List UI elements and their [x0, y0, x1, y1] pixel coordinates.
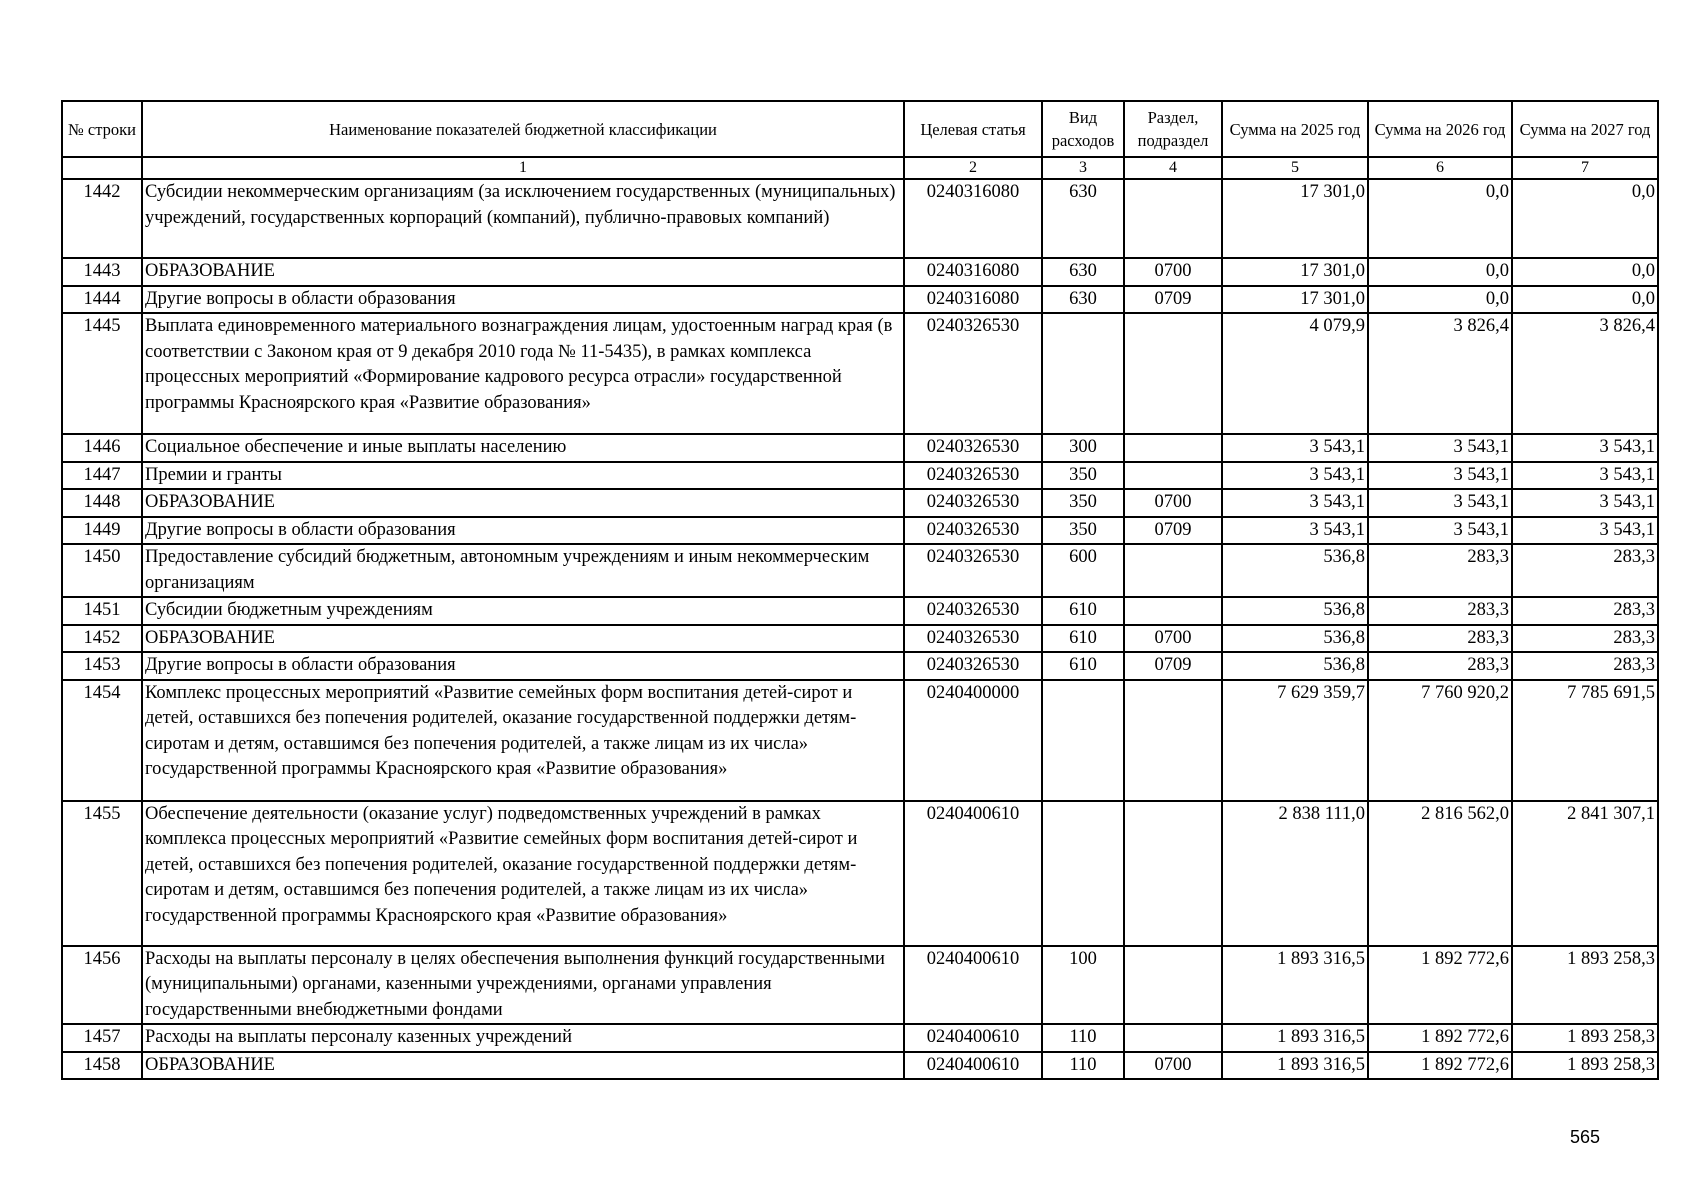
row-sum-2025: 536,8 — [1222, 597, 1368, 625]
row-sum-2027: 3 826,4 — [1512, 313, 1658, 434]
row-section: 0709 — [1124, 517, 1222, 545]
row-number: 1446 — [62, 434, 142, 462]
row-name: Другие вопросы в области образования — [142, 652, 904, 680]
row-name: Обеспечение деятельности (оказание услуг) подведомственных учреждений в рамках комплекса процессных мероприятий «Развитие семейных форм воспитания детей-сирот и детей, оставшихся без попечения родителей, оказание государственной поддержки детям-сиротам и детям, оставшимся без попечения родителей, а также лицам из их числа» государственной программы Красноярского края «Развитие образования» — [142, 801, 904, 946]
row-target-article: 0240400610 — [904, 946, 1042, 1025]
row-sum-2026: 0,0 — [1368, 179, 1512, 258]
row-section — [1124, 313, 1222, 434]
table-row — [62, 434, 1658, 462]
row-sum-2025: 536,8 — [1222, 652, 1368, 680]
table-header-row — [62, 101, 1658, 157]
row-sum-2025: 536,8 — [1222, 544, 1368, 597]
row-expense-type: 100 — [1042, 946, 1124, 1025]
row-number: 1443 — [62, 258, 142, 286]
row-section — [1124, 179, 1222, 258]
row-name: Комплекс процессных мероприятий «Развитие семейных форм воспитания детей-сирот и детей, оставшихся без попечения родителей, оказание государственной поддержки детям-сиротам и детям, оставшимся без попечения родителей, а также лицам из их числа» государственной программы Красноярского края «Развитие образования» — [142, 680, 904, 801]
column-number: 6 — [1368, 157, 1512, 179]
row-section: 0700 — [1124, 1052, 1222, 1080]
row-number: 1453 — [62, 652, 142, 680]
row-expense-type: 610 — [1042, 652, 1124, 680]
row-sum-2027: 283,3 — [1512, 597, 1658, 625]
row-name: ОБРАЗОВАНИЕ — [142, 1052, 904, 1080]
row-expense-type: 630 — [1042, 286, 1124, 314]
row-sum-2027: 3 543,1 — [1512, 462, 1658, 490]
row-target-article: 0240326530 — [904, 462, 1042, 490]
row-expense-type: 300 — [1042, 434, 1124, 462]
table-row — [62, 517, 1658, 545]
row-sum-2026: 3 543,1 — [1368, 489, 1512, 517]
row-number: 1444 — [62, 286, 142, 314]
row-expense-type: 350 — [1042, 489, 1124, 517]
row-sum-2027: 283,3 — [1512, 652, 1658, 680]
row-target-article: 0240326530 — [904, 652, 1042, 680]
row-sum-2027: 0,0 — [1512, 179, 1658, 258]
table-row — [62, 1024, 1658, 1052]
row-name: ОБРАЗОВАНИЕ — [142, 489, 904, 517]
row-target-article: 0240326530 — [904, 544, 1042, 597]
table-row — [62, 313, 1658, 434]
row-name: ОБРАЗОВАНИЕ — [142, 258, 904, 286]
row-sum-2025: 3 543,1 — [1222, 489, 1368, 517]
header-section: Раздел, подраздел — [1124, 101, 1222, 157]
row-expense-type: 110 — [1042, 1052, 1124, 1080]
table-row — [62, 801, 1658, 946]
row-number: 1455 — [62, 801, 142, 946]
header-sum-2027: Сумма на 2027 год — [1512, 101, 1658, 157]
row-sum-2027: 1 893 258,3 — [1512, 946, 1658, 1025]
header-sum-2026: Сумма на 2026 год — [1368, 101, 1512, 157]
table-row — [62, 652, 1658, 680]
row-sum-2025: 4 079,9 — [1222, 313, 1368, 434]
row-number: 1457 — [62, 1024, 142, 1052]
row-number: 1454 — [62, 680, 142, 801]
row-number: 1449 — [62, 517, 142, 545]
header-row-no: № строки — [62, 101, 142, 157]
row-section — [1124, 434, 1222, 462]
row-sum-2025: 1 893 316,5 — [1222, 1024, 1368, 1052]
row-sum-2027: 3 543,1 — [1512, 434, 1658, 462]
row-sum-2025: 17 301,0 — [1222, 179, 1368, 258]
table-row — [62, 179, 1658, 258]
table-row — [62, 544, 1658, 597]
row-section — [1124, 1024, 1222, 1052]
row-target-article: 0240326530 — [904, 489, 1042, 517]
row-target-article: 0240400610 — [904, 1024, 1042, 1052]
row-section — [1124, 946, 1222, 1025]
row-target-article: 0240316080 — [904, 179, 1042, 258]
row-name: Социальное обеспечение и иные выплаты населению — [142, 434, 904, 462]
row-number: 1447 — [62, 462, 142, 490]
row-sum-2026: 283,3 — [1368, 597, 1512, 625]
row-expense-type: 630 — [1042, 179, 1124, 258]
row-sum-2026: 0,0 — [1368, 286, 1512, 314]
table-row — [62, 597, 1658, 625]
row-sum-2027: 1 893 258,3 — [1512, 1052, 1658, 1080]
row-sum-2026: 3 543,1 — [1368, 462, 1512, 490]
row-number: 1458 — [62, 1052, 142, 1080]
row-expense-type: 610 — [1042, 597, 1124, 625]
row-target-article: 0240326530 — [904, 597, 1042, 625]
table-row — [62, 625, 1658, 653]
row-expense-type: 350 — [1042, 462, 1124, 490]
row-expense-type: 350 — [1042, 517, 1124, 545]
row-target-article: 0240400610 — [904, 1052, 1042, 1080]
table-row — [62, 1052, 1658, 1080]
row-sum-2027: 3 543,1 — [1512, 517, 1658, 545]
row-sum-2025: 17 301,0 — [1222, 286, 1368, 314]
column-number: 2 — [904, 157, 1042, 179]
row-sum-2026: 0,0 — [1368, 258, 1512, 286]
column-number: 5 — [1222, 157, 1368, 179]
row-sum-2025: 3 543,1 — [1222, 517, 1368, 545]
row-expense-type — [1042, 680, 1124, 801]
row-number: 1445 — [62, 313, 142, 434]
row-sum-2027: 1 893 258,3 — [1512, 1024, 1658, 1052]
row-sum-2025: 1 893 316,5 — [1222, 1052, 1368, 1080]
column-number: 3 — [1042, 157, 1124, 179]
table-row — [62, 946, 1658, 1025]
row-target-article: 0240326530 — [904, 517, 1042, 545]
row-expense-type: 630 — [1042, 258, 1124, 286]
row-expense-type: 600 — [1042, 544, 1124, 597]
row-target-article: 0240326530 — [904, 313, 1042, 434]
row-number: 1456 — [62, 946, 142, 1025]
row-sum-2026: 3 543,1 — [1368, 517, 1512, 545]
row-name: Другие вопросы в области образования — [142, 517, 904, 545]
row-sum-2025: 2 838 111,0 — [1222, 801, 1368, 946]
row-sum-2025: 536,8 — [1222, 625, 1368, 653]
row-sum-2027: 283,3 — [1512, 544, 1658, 597]
header-target: Целевая статья — [904, 101, 1042, 157]
row-name: Другие вопросы в области образования — [142, 286, 904, 314]
row-sum-2026: 1 892 772,6 — [1368, 946, 1512, 1025]
row-sum-2026: 2 816 562,0 — [1368, 801, 1512, 946]
column-number-row — [62, 157, 1658, 179]
column-number: 4 — [1124, 157, 1222, 179]
row-sum-2026: 1 892 772,6 — [1368, 1024, 1512, 1052]
row-sum-2027: 2 841 307,1 — [1512, 801, 1658, 946]
row-expense-type — [1042, 313, 1124, 434]
row-sum-2026: 1 892 772,6 — [1368, 1052, 1512, 1080]
header-sum-2025: Сумма на 2025 год — [1222, 101, 1368, 157]
row-number: 1450 — [62, 544, 142, 597]
row-section: 0700 — [1124, 489, 1222, 517]
row-sum-2027: 283,3 — [1512, 625, 1658, 653]
row-sum-2025: 3 543,1 — [1222, 462, 1368, 490]
row-name: Субсидии некоммерческим организациям (за исключением государственных (муниципальных) учреждений, государственных корпораций (компаний), публично-правовых компаний) — [142, 179, 904, 258]
row-name: Расходы на выплаты персоналу казенных учреждений — [142, 1024, 904, 1052]
row-sum-2026: 283,3 — [1368, 544, 1512, 597]
row-section: 0709 — [1124, 652, 1222, 680]
row-name: ОБРАЗОВАНИЕ — [142, 625, 904, 653]
table-row — [62, 680, 1658, 801]
row-target-article: 0240316080 — [904, 286, 1042, 314]
row-section: 0709 — [1124, 286, 1222, 314]
row-sum-2025: 1 893 316,5 — [1222, 946, 1368, 1025]
row-expense-type: 110 — [1042, 1024, 1124, 1052]
row-expense-type: 610 — [1042, 625, 1124, 653]
row-section — [1124, 597, 1222, 625]
row-name: Расходы на выплаты персоналу в целях обеспечения выполнения функций государственными (муниципальными) органами, казенными учреждениями, органами управления государственными внебюджетными фондами — [142, 946, 904, 1025]
row-sum-2026: 283,3 — [1368, 652, 1512, 680]
row-section — [1124, 801, 1222, 946]
row-section — [1124, 680, 1222, 801]
row-sum-2027: 0,0 — [1512, 286, 1658, 314]
row-name: Субсидии бюджетным учреждениям — [142, 597, 904, 625]
row-number: 1442 — [62, 179, 142, 258]
row-sum-2025: 3 543,1 — [1222, 434, 1368, 462]
table-row — [62, 286, 1658, 314]
row-expense-type — [1042, 801, 1124, 946]
row-sum-2027: 3 543,1 — [1512, 489, 1658, 517]
column-number — [62, 157, 142, 179]
table-row — [62, 258, 1658, 286]
row-sum-2026: 7 760 920,2 — [1368, 680, 1512, 801]
row-section — [1124, 462, 1222, 490]
row-sum-2027: 7 785 691,5 — [1512, 680, 1658, 801]
row-target-article: 0240316080 — [904, 258, 1042, 286]
row-target-article: 0240400000 — [904, 680, 1042, 801]
table-row — [62, 462, 1658, 490]
row-name: Предоставление субсидий бюджетным, автономным учреждениям и иным некоммерческим организациям — [142, 544, 904, 597]
budget-table — [61, 100, 1659, 1080]
row-sum-2026: 283,3 — [1368, 625, 1512, 653]
header-expense-type: Вид расходов — [1042, 101, 1124, 157]
row-name: Выплата единовременного материального вознаграждения лицам, удостоенным наград края (в соответствии с Законом края от 9 декабря 2010 года № 11-5435), в рамках комплекса процессных мероприятий «Формирование кадрового ресурса отрасли» государственной программы Красноярского края «Развитие образования» — [142, 313, 904, 434]
page-number: 565 — [1569, 1127, 1600, 1147]
row-section — [1124, 544, 1222, 597]
table-row — [62, 489, 1658, 517]
row-section: 0700 — [1124, 258, 1222, 286]
column-number: 1 — [142, 157, 904, 179]
row-section: 0700 — [1124, 625, 1222, 653]
row-number: 1452 — [62, 625, 142, 653]
column-number: 7 — [1512, 157, 1658, 179]
row-sum-2025: 17 301,0 — [1222, 258, 1368, 286]
row-sum-2027: 0,0 — [1512, 258, 1658, 286]
row-target-article: 0240326530 — [904, 625, 1042, 653]
row-sum-2026: 3 543,1 — [1368, 434, 1512, 462]
row-name: Премии и гранты — [142, 462, 904, 490]
row-target-article: 0240400610 — [904, 801, 1042, 946]
row-number: 1448 — [62, 489, 142, 517]
row-target-article: 0240326530 — [904, 434, 1042, 462]
row-sum-2026: 3 826,4 — [1368, 313, 1512, 434]
row-sum-2025: 7 629 359,7 — [1222, 680, 1368, 801]
header-name: Наименование показателей бюджетной классификации — [142, 101, 904, 157]
row-number: 1451 — [62, 597, 142, 625]
